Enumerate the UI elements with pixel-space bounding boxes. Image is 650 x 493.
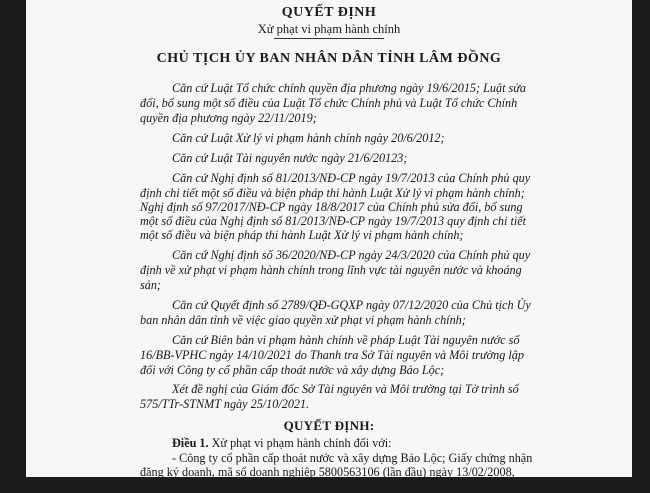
issuing-authority: CHỦ TỊCH ỦY BAN NHÂN DÂN TỈNH LÂM ĐỒNG bbox=[156, 51, 502, 66]
subtitle-underline bbox=[274, 38, 384, 39]
company-line: đăng ký doanh, mã số doanh nghiệp 5800563106 (lần đầu) ngày 13/02/2008, bbox=[140, 465, 515, 479]
scan-border-right bbox=[632, 0, 650, 477]
document-subtitle: Xử phạt vi phạm hành chính bbox=[257, 22, 401, 36]
article-1-text: Xử phạt vi phạm hành chính đối với: bbox=[211, 436, 392, 450]
paragraph-line: định về xử phạt vi phạm hành chính trong lĩnh vực tài nguyên nước và khoáng bbox=[140, 263, 522, 277]
scan-border-left bbox=[0, 0, 26, 477]
paragraph-line: một số điều của Nghị định số 81/2013/NĐ-CP ngày 19/7/2013 quy định chi tiết bbox=[140, 214, 527, 228]
company-line: đăng ký thay đổi lần thứ 3 ngày 06/12/2016; bbox=[140, 479, 357, 493]
paragraph-line: Căn cứ Quyết định số 2789/QĐ-GQXP ngày 07/12/2020 của Chủ tịch Ủy bbox=[172, 298, 531, 312]
paragraph-line: một số điều và biện pháp thi hành Luật Xử lý vi phạm hành chính; bbox=[140, 228, 464, 242]
article-1-label: Điều 1. bbox=[172, 436, 209, 450]
paragraph-line: ban nhân dân tỉnh về việc giao quyền xử phạt vi phạm hành chính; bbox=[140, 313, 466, 327]
paragraph-line: đổi, bổ sung một số điều của Luật Tổ chức Chính phủ và Luật Tổ chức Chính bbox=[140, 96, 518, 110]
paragraph-line: đối với Công ty cổ phần cấp thoát nước và xây dựng Bảo Lộc; bbox=[140, 363, 445, 377]
paragraph-line: Căn cứ Biên bản vi phạm hành chính về pháp Luật Tài nguyên nước số bbox=[172, 333, 520, 347]
paragraph-line: Căn cứ Luật Tổ chức chính quyền địa phương ngày 19/6/2015; Luật sửa bbox=[172, 81, 527, 95]
paragraph-line: sản; bbox=[140, 278, 161, 292]
article-1 bbox=[172, 436, 392, 450]
paragraph-line: định chi tiết một số điều và biện pháp thi hành Luật Xử lý vi phạm hành chính; bbox=[140, 186, 525, 200]
paragraph-line: Nghị định số 97/2017/NĐ-CP ngày 18/8/2017 của Chính phủ sửa đổi, bổ sung bbox=[140, 200, 523, 214]
paragraph-line: 16/BB-VPHC ngày 14/10/2021 do Thanh tra Sở Tài nguyên và Môi trường lập bbox=[140, 348, 524, 362]
paragraph-line: Căn cứ Luật Xử lý vi phạm hành chính ngày 20/6/2012; bbox=[172, 131, 445, 145]
decision-heading: QUYẾT ĐỊNH: bbox=[283, 418, 375, 433]
paragraph-line: Căn cứ Nghị định số 81/2013/NĐ-CP ngày 19/7/2013 của Chính phủ quy bbox=[172, 171, 531, 185]
company-line: - Công ty cổ phần cấp thoát nước và xây dựng Bảo Lộc; Giấy chứng nhận bbox=[172, 451, 533, 465]
document-title: QUYẾT ĐỊNH bbox=[281, 5, 377, 20]
paragraph-line: Xét đề nghị của Giám đốc Sở Tài nguyên và Môi trường tại Tờ trình số bbox=[172, 382, 519, 396]
paragraph-line: Căn cứ Nghị định số 36/2020/NĐ-CP ngày 24/3/2020 của Chính phủ quy bbox=[172, 248, 531, 262]
paragraph-line: 575/TTr-STNMT ngày 25/10/2021. bbox=[140, 397, 310, 411]
paragraph-line: Căn cứ Luật Tài nguyên nước ngày 21/6/20123; bbox=[172, 151, 408, 165]
paragraph-line: quyền địa phương ngày 22/11/2019; bbox=[140, 111, 317, 125]
document-page bbox=[26, 0, 632, 493]
